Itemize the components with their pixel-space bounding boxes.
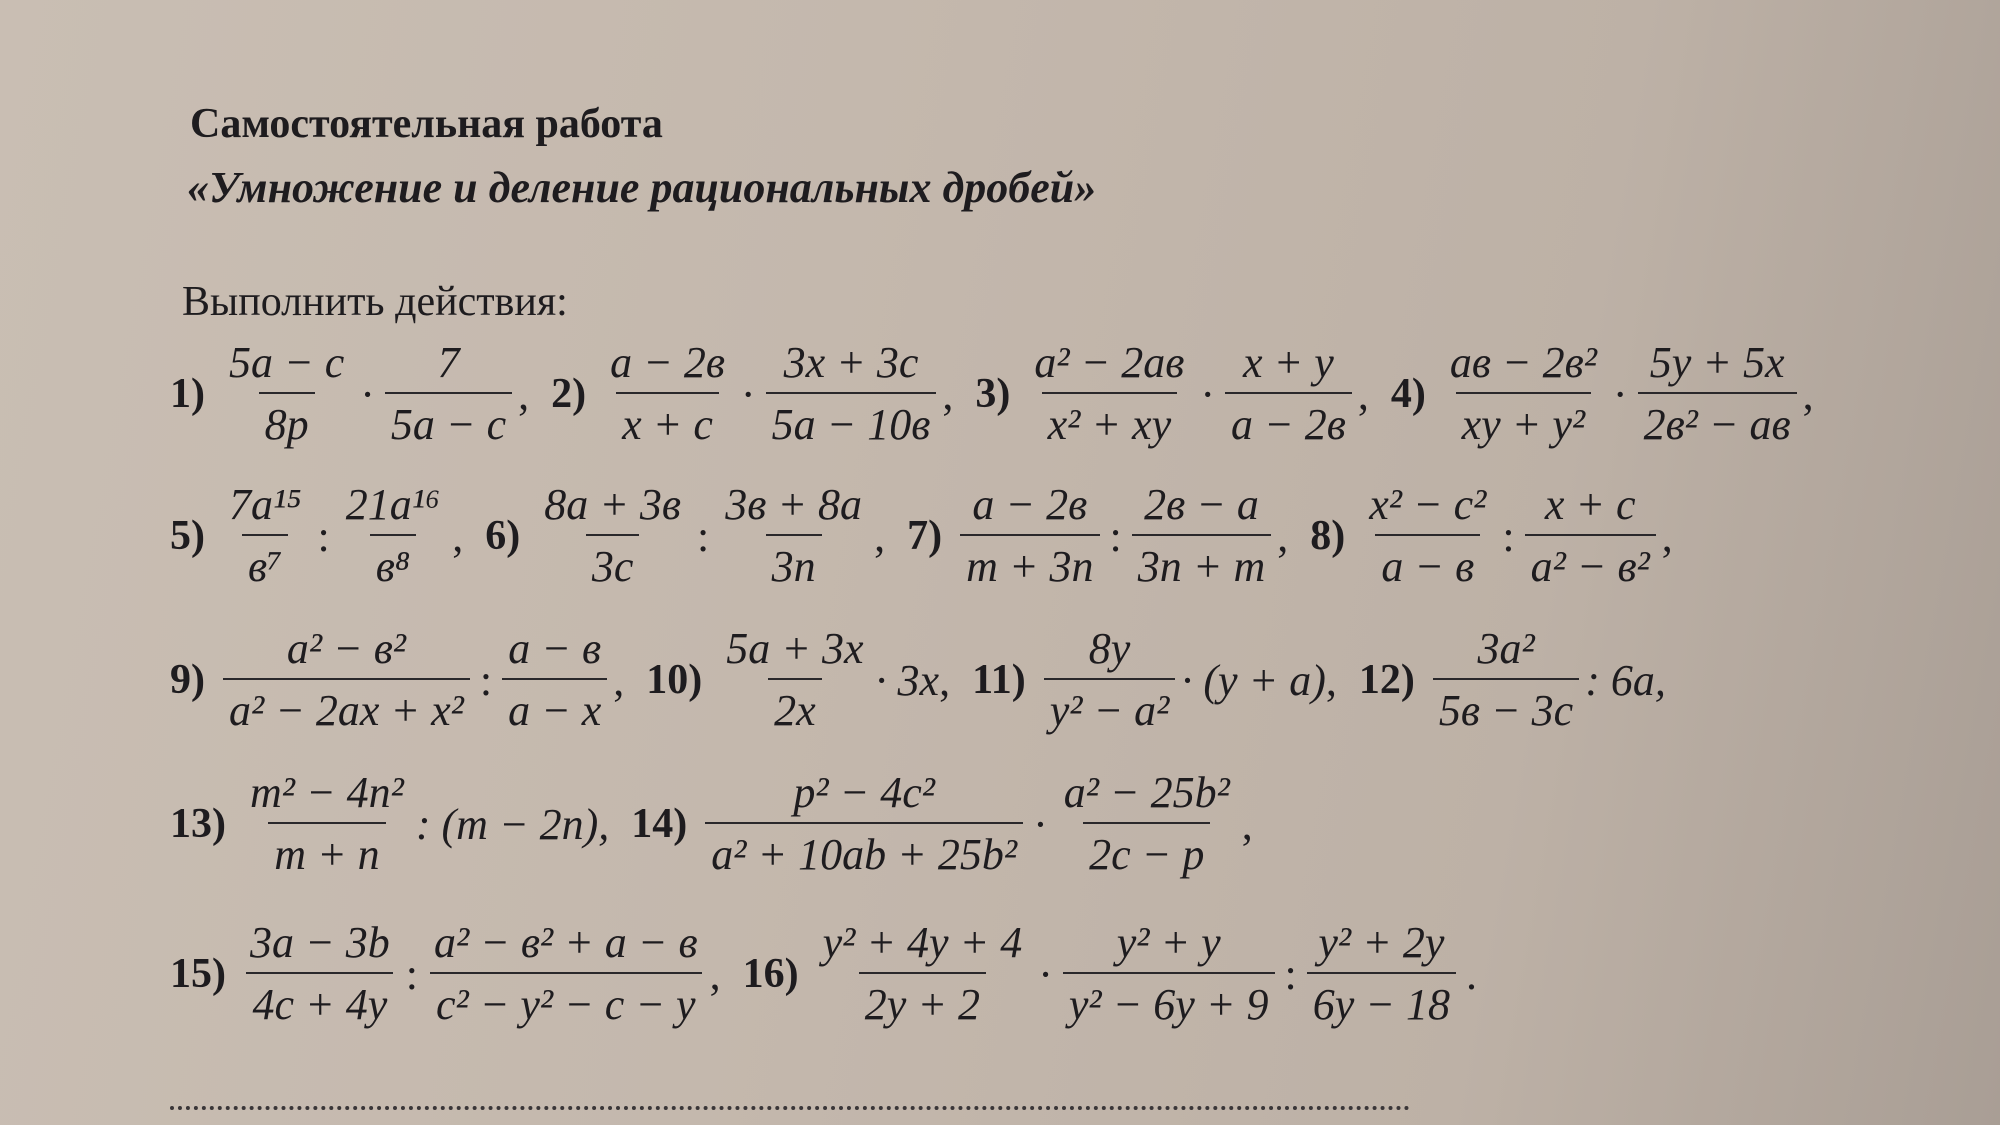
problem-4-fraction-1: $\frac{\text{aв − 2в²}}{\text{xy + y²}}$ — [1449, 338, 1597, 450]
problem-11-tail: · (y + a) — [1181, 655, 1326, 705]
problem-2-label: 2) — [551, 371, 587, 418]
problem-16-operator-2: : — [1284, 949, 1297, 999]
problem-6-fraction-2: $\frac{3в + 8a}{3n}$ — [725, 480, 863, 592]
problem-7-fraction-1: $\frac{a - 2в}{m + 3n}$ — [960, 482, 1099, 590]
problem-1-fraction-2: $\frac{7}{5a - c}$ — [385, 340, 512, 448]
problem-1-fraction-1: $\frac{5a - c}{8p}$ — [229, 338, 345, 450]
problem-row-4: 13) $\frac{\text{m² − 4n²}}{m + n}$ : (m − 2n), 14) $\frac{\text{p² − 4c²}}{\text{a² + 10ab + 25b²}}$ · $\frac{\text{a² − 25b²}}{2c - p}$ , — [170, 768, 1253, 880]
problem-row-3: 9) $\frac{\text{a² − в²}}{\text{a² − 2ax + x²}}$ : $\frac{a - в}{a - x}$ , 10) $\frac{5a + 3x}{2x}$ · 3x , 11) $\frac{8y}{\text{y² − a²}}$ · (y + a) , 12) $\frac{\text{3a²}}{5в - 3c}$ : 6a, — [170, 624, 1666, 736]
problem-2-fraction-1: $\frac{a - 2в}{x + c}$ — [610, 338, 725, 450]
problem-8-fraction-1: $\frac{\text{x² − c²}}{a - в}$ — [1369, 480, 1487, 592]
worksheet-subtitle: «Умножение и деление рациональных дробей» — [187, 163, 1097, 212]
problem-10-label: 10) — [646, 657, 703, 704]
problem-10-tail: · 3x — [875, 655, 940, 705]
problem-3-label: 3) — [975, 371, 1011, 418]
problem-12-label: 12) — [1358, 657, 1415, 704]
problem-13-fraction-1: $\frac{\text{m² − 4n²}}{m + n}$ — [250, 768, 404, 880]
problem-15-fraction-1: $\frac{3a - 3b}{4c + 4y}$ — [244, 920, 396, 1028]
problem-16-fraction-1: $\frac{\text{y² + 4y + 4}}{2y + 2}$ — [822, 918, 1023, 1030]
problem-8-label: 8) — [1310, 513, 1346, 560]
problem-3-fraction-1: $\frac{\text{a² − 2aв}}{\text{x² + xy}}$ — [1034, 338, 1185, 450]
problem-16-operator-1: · — [1038, 949, 1053, 999]
problem-4-operator: · — [1612, 369, 1628, 419]
problem-11-fraction-1: $\frac{8y}{\text{y² − a²}}$ — [1044, 626, 1176, 734]
problem-row-2: 5) $\frac{\text{7a¹⁵}}{\text{в⁷}}$ : $\frac{\text{21a¹⁶}}{\text{в⁸}}$ , 6) $\frac{8a + 3в}{3c}$ : $\frac{3в + 8a}{3n}$ , 7) $\frac{a - 2в}{m + 3n}$ : $\frac{2в - a}{3n + m}$ , 8) $\frac{\text{x² − c²}}{a - в}$ : $\frac{x + c}{\text{a² − в²}}$ , — [170, 480, 1673, 592]
problem-3-fraction-2: $\frac{x + y}{a - 2в}$ — [1225, 340, 1352, 448]
problem-7-fraction-2: $\frac{2в - a}{3n + m}$ — [1132, 482, 1271, 590]
problem-14-label: 14) — [631, 801, 688, 848]
problem-12-tail: : 6a, — [1585, 655, 1666, 705]
problem-row-1: 1) $\frac{5a - c}{8p}$ · $\frac{7}{5a - c}$ , 2) $\frac{a - 2в}{x + c}$ · $\frac{3x + 3c}{5a - 10в}$ , 3) $\frac{\text{a² − 2aв}}{\text{x² + xy}}$ · $\frac{x + y}{a - 2в}$ , 4) $\frac{\text{aв − 2в²}}{\text{xy + y²}}$ · $\frac{5y + 5x}{\text{2в² − aв}}$ , — [170, 338, 1814, 450]
problem-14-fraction-1: $\frac{\text{p² − 4c²}}{\text{a² + 10ab + 25b²}}$ — [705, 770, 1023, 878]
problem-10-fraction-1: $\frac{5a + 3x}{2x}$ — [726, 624, 864, 736]
problem-15-fraction-2: $\frac{\text{a² − в² + a − в}}{\text{c² − y² − c − y}}$ — [428, 920, 704, 1028]
problem-12-fraction-1: $\frac{\text{3a²}}{5в - 3c}$ — [1433, 626, 1579, 734]
problem-5-label: 5) — [170, 513, 205, 560]
problem-1-label: 1) — [170, 371, 205, 418]
problem-13-label: 13) — [170, 801, 226, 848]
dotted-divider — [170, 1106, 1410, 1110]
problem-11-label: 11) — [972, 657, 1026, 704]
problem-4-label: 4) — [1390, 371, 1426, 418]
problem-16-fraction-2: $\frac{\text{y² + y}}{\text{y² − 6y + 9}}$ — [1063, 920, 1275, 1028]
instruction-text: Выполнить действия: — [182, 279, 568, 325]
problem-14-operator: · — [1033, 799, 1048, 849]
problem-16-label: 16) — [742, 951, 799, 998]
problem-5-fraction-1: $\frac{\text{7a¹⁵}}{\text{в⁷}}$ — [229, 480, 302, 592]
problem-7-operator: : — [1109, 511, 1122, 561]
problem-6-label: 6) — [485, 513, 521, 560]
problem-15-operator: : — [405, 949, 418, 999]
problem-5-operator: : — [317, 511, 330, 561]
problem-2-fraction-2: $\frac{3x + 3c}{5a - 10в}$ — [766, 340, 937, 448]
problem-14-fraction-2: $\frac{\text{a² − 25b²}}{2c - p}$ — [1063, 768, 1230, 880]
problem-9-label: 9) — [170, 657, 205, 704]
problem-8-fraction-2: $\frac{x + c}{\text{a² − в²}}$ — [1525, 482, 1656, 590]
problem-5-fraction-2: $\frac{\text{21a¹⁶}}{\text{в⁸}}$ — [345, 480, 441, 592]
problem-2-operator: · — [740, 369, 756, 419]
problem-4-fraction-2: $\frac{5y + 5x}{\text{2в² − aв}}$ — [1638, 340, 1797, 448]
problem-15-label: 15) — [170, 951, 226, 998]
problem-16-fraction-3: $\frac{\text{y² + 2y}}{6y - 18}$ — [1307, 920, 1456, 1028]
problem-7-label: 7) — [907, 513, 943, 560]
problem-9-fraction-1: $\frac{\text{a² − в²}}{\text{a² − 2ax + x²}}$ — [223, 626, 470, 734]
problem-6-fraction-1: $\frac{8a + 3в}{3c}$ — [544, 480, 682, 592]
problem-3-operator: · — [1200, 369, 1216, 419]
problem-9-operator: : — [479, 655, 493, 705]
problem-row-5: 15) $\frac{3a - 3b}{4c + 4y}$ : $\frac{\text{a² − в² + a − в}}{\text{c² − y² − c − y}}$ , 16) $\frac{\text{y² + 4y + 4}}{2y + 2}$ · $\frac{\text{y² + y}}{\text{y² − 6y + 9}}$ : $\frac{\text{y² + 2y}}{6y - 18}$ . — [170, 918, 1477, 1030]
worksheet-title: Самостоятельная работа — [190, 101, 663, 147]
problem-8-operator: : — [1502, 511, 1515, 561]
problem-1-operator: · — [360, 369, 375, 419]
problem-9-fraction-2: $\frac{a - в}{a - x}$ — [502, 626, 607, 734]
problem-6-operator: : — [697, 511, 710, 561]
problem-13-tail: : (m − 2n), — [415, 799, 610, 849]
